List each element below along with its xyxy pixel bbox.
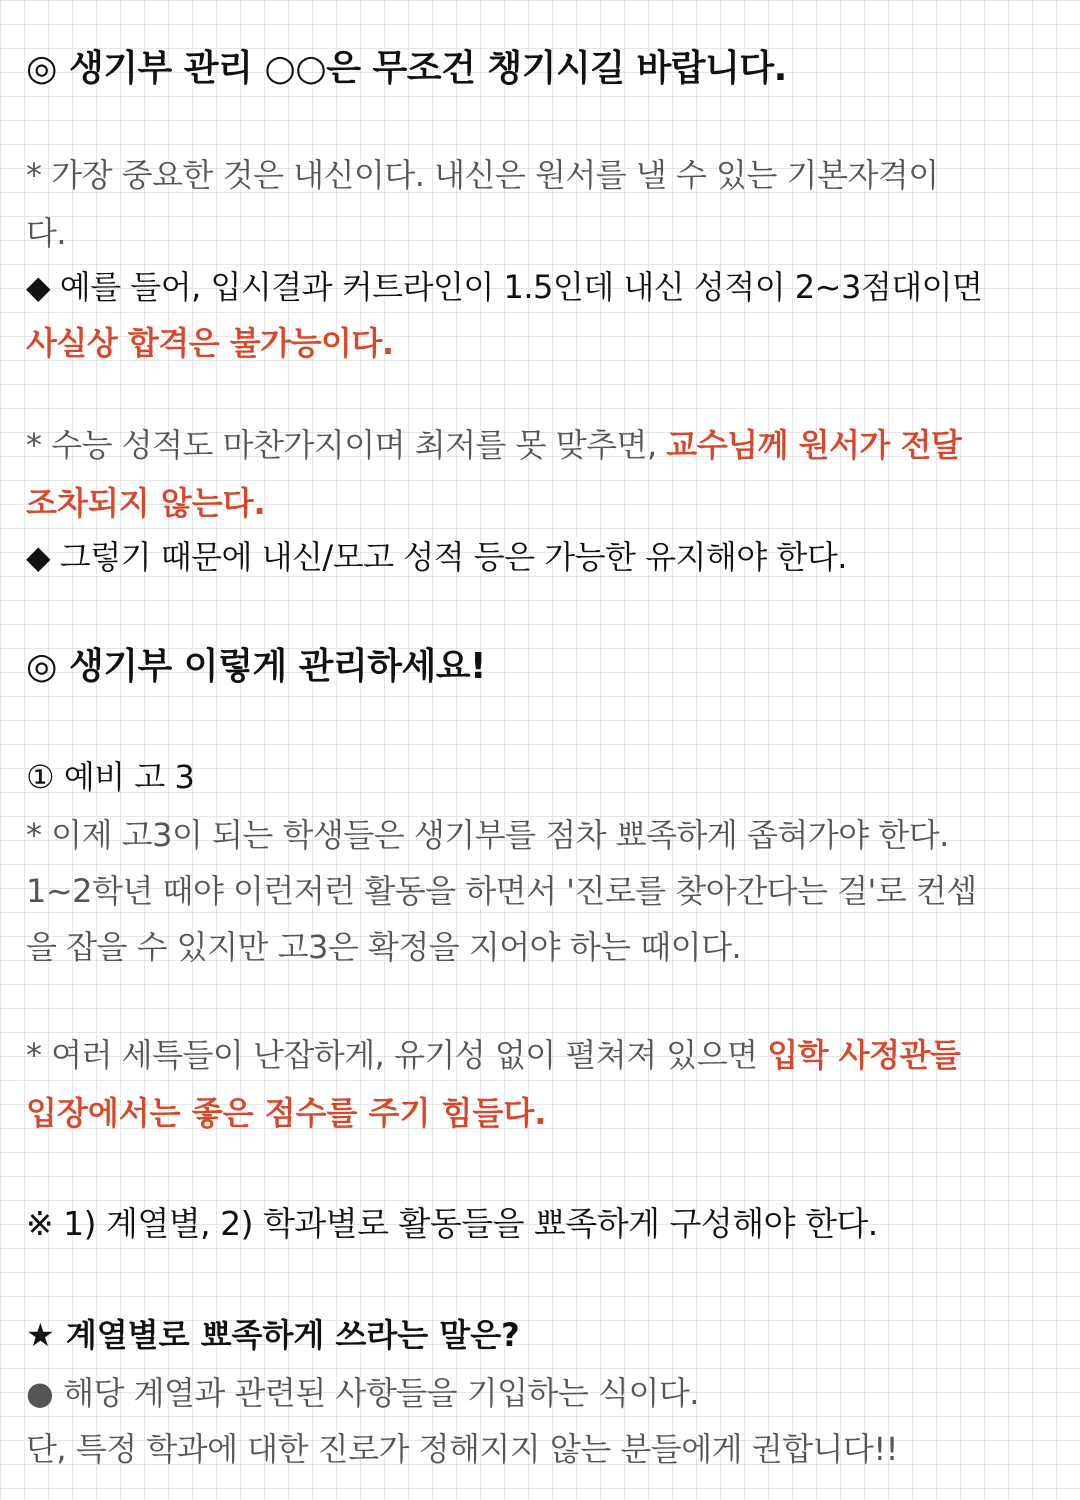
example-cutline-highlight: 사실상 합격은 불가능이다. bbox=[26, 324, 394, 362]
example-cutline-line1: ◆ 예를 들어, 입시결과 커트라인이 1.5인데 내신 성적이 2~3점대이면 bbox=[26, 268, 983, 306]
bullet-line1: ● 해당 계열과 관련된 사항들을 기입하는 식이다. bbox=[26, 1374, 699, 1412]
csat-text: * 수능 성적도 마찬가지이며 최저를 못 맞추면, bbox=[26, 426, 667, 464]
setuk-text: * 여러 세특들이 난잡하게, 유기성 없이 펼쳐져 있으면 bbox=[26, 1036, 768, 1074]
section-2-heading: ◎ 생기부 이렇게 관리하세요! bbox=[26, 646, 486, 687]
paragraph-grades-line1: * 가장 중요한 것은 내신이다. 내신은 원서를 낼 수 있는 기본자격이 bbox=[26, 156, 939, 194]
star-question: ★ 계열별로 뾰족하게 쓰라는 말은? bbox=[26, 1316, 520, 1354]
maintain-grades-line: ◆ 그렇기 때문에 내신/모고 성적 등은 가능한 유지해야 한다. bbox=[26, 538, 847, 576]
bullet-line2: 단, 특정 학과에 대한 진로가 정해지지 않는 분들에게 권합니다!! bbox=[26, 1430, 899, 1468]
setuk-highlight-1: 입학 사정관들 bbox=[767, 1036, 961, 1074]
pre-senior-line2: 1~2학년 때야 이런저런 활동을 하면서 '진로를 찾아간다는 걸'로 컨셉 bbox=[26, 872, 977, 910]
sub-heading-pre-senior: ① 예비 고 3 bbox=[26, 758, 195, 796]
csat-highlight-1: 교수님께 원서가 전달 bbox=[666, 426, 962, 464]
setuk-line1 bbox=[26, 1030, 960, 1076]
pre-senior-line3: 을 잡을 수 있지만 고3은 확정을 지어야 하는 때이다. bbox=[26, 928, 742, 966]
csat-paragraph-line1 bbox=[26, 420, 961, 466]
reference-note: ※ 1) 계열별, 2) 학과별로 활동들을 뾰족하게 구성해야 한다. bbox=[26, 1204, 878, 1243]
pre-senior-line1: * 이제 고3이 되는 학생들은 생기부를 점차 뾰족하게 좁혀가야 한다. bbox=[26, 816, 949, 854]
csat-highlight-2: 조차되지 않는다. bbox=[26, 484, 266, 522]
setuk-highlight-2: 입장에서는 좋은 점수를 주기 힘들다. bbox=[26, 1094, 547, 1132]
paragraph-grades-line2: 다. bbox=[26, 214, 67, 252]
section-1-heading: ◎ 생기부 관리 ○○은 무조건 챙기시길 바랍니다. bbox=[26, 48, 787, 89]
